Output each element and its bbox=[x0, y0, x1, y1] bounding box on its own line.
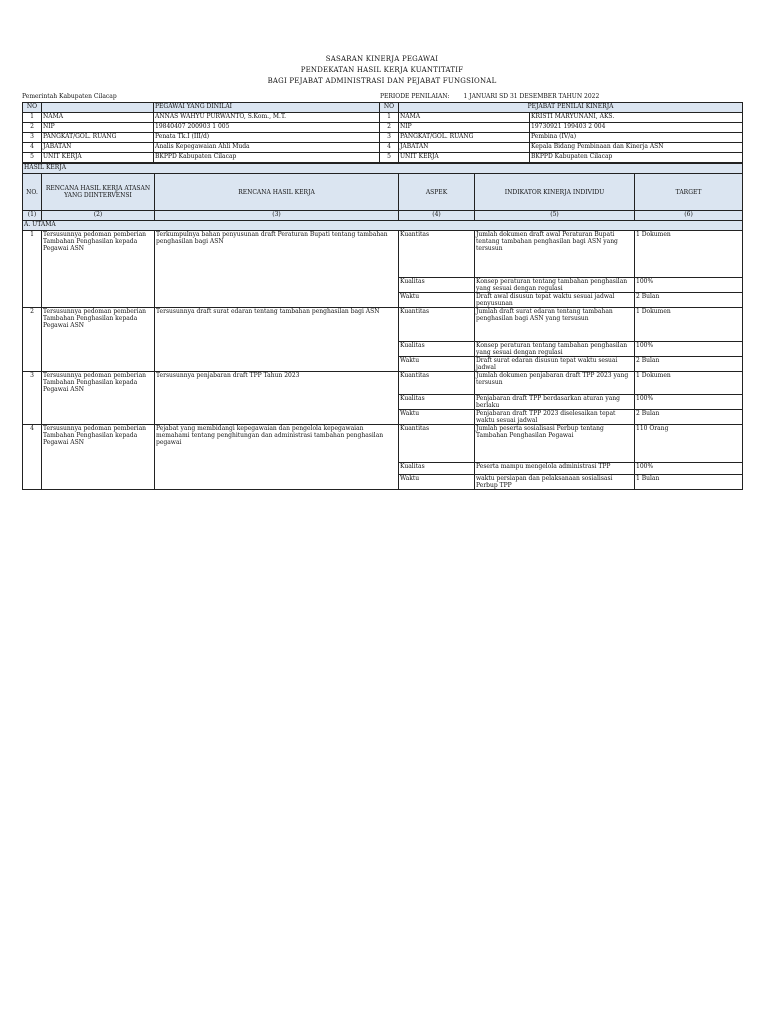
table-row: Kualitas Konsep peraturan tentang tambahan penghasilan yang sesuai dengan regulasi 100% bbox=[23, 278, 743, 293]
subsection-label: A. UTAMA bbox=[23, 221, 743, 231]
identity-table bbox=[22, 102, 743, 163]
dinilai-header: PEGAWAI YANG DINILAI bbox=[154, 103, 380, 113]
identity-header-row bbox=[23, 103, 743, 113]
no-header-2: NO bbox=[380, 103, 399, 113]
table-row: 1 Tersusunnya pedoman pemberian Tambahan Penghasilan kepada Pegawai ASN Terkumpulnya bahan penyusunan draft Peraturan Bupati tentang tambahan penghasilan bagi ASN Kuantitas Jumlah dokumen draft awal Peraturan Bupati tentang tambahan penghasilan bagi ASN yang tersusun 1 Dokumen bbox=[23, 231, 743, 278]
identity-row: 4 JABATAN Analis Kepegawaian Ahli Muda 4 JABATAN Kepala Bidang Pembinaan dan Kinerja ASN bbox=[23, 143, 743, 153]
col-aspek: ASPEK bbox=[399, 174, 475, 211]
column-header-row bbox=[23, 174, 743, 211]
column-index-row: (1) (2) (3) (4) (5) (6) bbox=[23, 211, 743, 221]
section-label: HASIL KERJA bbox=[23, 164, 743, 174]
identity-row: 2 NIP 19840407 200903 1 005 2 NIP 19730921 199403 2 004 bbox=[23, 123, 743, 133]
table-row: Waktu waktu persiapan dan pelaksanaan sosialisasi Perbup TPP 1 Bulan bbox=[23, 475, 743, 490]
instansi-label: Pemerintah Kabupaten Cilacap bbox=[22, 93, 117, 100]
col-atasan: RENCANA HASIL KERJA ATASAN YANG DIINTERVENSI bbox=[42, 174, 155, 211]
hasil-kerja-section bbox=[23, 164, 743, 174]
periode-value: 1 JANUARI SD 31 DESEMBER TAHUN 2022 bbox=[463, 93, 600, 100]
title-line-3: BAGI PEJABAT ADMINISTRASI DAN PEJABAT FUNGSIONAL bbox=[267, 77, 497, 85]
meta-row bbox=[22, 91, 742, 102]
periode bbox=[380, 91, 599, 102]
table-row: 3 Tersusunnya pedoman pemberian Tambahan Penghasilan kepada Pegawai ASN Tersusunnya penjabaran draft TPP Tahun 2023 Kuantitas Jumlah dokumen penjabaran draft TPP 2023 yang tersusun 1 Dokumen bbox=[23, 372, 743, 395]
table-row: Kualitas Konsep peraturan tentang tambahan penghasilan yang sesuai dengan regulasi 100% bbox=[23, 342, 743, 357]
title-line-2: PENDEKATAN HASIL KERJA KUANTITATIF bbox=[300, 66, 464, 74]
table-row: 4 Tersusunnya pedoman pemberian Tambahan Penghasilan kepada Pegawai ASN Pejabat yang membidangi kepegawaian dan pengelola kepegawaian memahami tentang penghitungan dan administrasi tambahan penghasilan pegawai Kuantitas Jumlah peserta sosialisasi Perbup tentang Tambahan Penghasilan Pegawai 110 Orang bbox=[23, 425, 743, 463]
col-rencana: RENCANA HASIL KERJA bbox=[155, 174, 399, 211]
table-row: Kualitas Peserta mampu mengelola administrasi TPP 100% bbox=[23, 463, 743, 475]
table-row: 2 Tersusunnya pedoman pemberian Tambahan Penghasilan kepada Pegawai ASN Tersusunnya draft surat edaran tentang tambahan penghasilan bagi ASN Kuantitas Jumlah draft surat edaran tentang tambahan penghasilan bagi ASN yang tersusun 1 Dokumen bbox=[23, 308, 743, 342]
penilai-header: PEJABAT PENILAI KINERJA bbox=[399, 103, 743, 113]
col-target: TARGET bbox=[635, 174, 743, 211]
table-row: Waktu Draft surat edaran disusun tepat waktu sesuai jadwal 2 Bulan bbox=[23, 357, 743, 372]
identity-row: 3 PANGKAT/GOL. RUANG Penata Tk.I (III/d) 3 PANGKAT/GOL. RUANG Pembina (IV/a) bbox=[23, 133, 743, 143]
col-indikator: INDIKATOR KINERJA INDIVIDU bbox=[475, 174, 635, 211]
title-line-1: SASARAN KINERJA PEGAWAI bbox=[325, 55, 439, 63]
hasil-kerja-table bbox=[22, 163, 743, 490]
identity-row: 1 NAMA ANNAS WAHYU PURWANTO, S.Kom., M.T. 1 NAMA KRISTI MARYUNANI, AKS. bbox=[23, 113, 743, 123]
skp-document bbox=[22, 54, 742, 490]
no-header: NO bbox=[23, 103, 42, 113]
document-titles bbox=[22, 54, 742, 87]
col-no: NO. bbox=[23, 174, 42, 211]
periode-label: PERIODE PENILAIAN: bbox=[380, 93, 450, 100]
subsection-utama bbox=[23, 221, 743, 231]
table-row: Waktu Penjabaran draft TPP 2023 diselesaikan tepat waktu sesuai jadwal 2 Bulan bbox=[23, 410, 743, 425]
table-row: Kualitas Penjabaran draft TPP berdasarkan aturan yang berlaku 100% bbox=[23, 395, 743, 410]
table-row: Waktu Draft awal disusun tepat waktu sesuai jadwal penyusunan 2 Bulan bbox=[23, 293, 743, 308]
identity-row: 5 UNIT KERJA BKPPD Kabupaten Cilacap 5 UNIT KERJA BKPPD Kabupaten Cilacap bbox=[23, 153, 743, 163]
